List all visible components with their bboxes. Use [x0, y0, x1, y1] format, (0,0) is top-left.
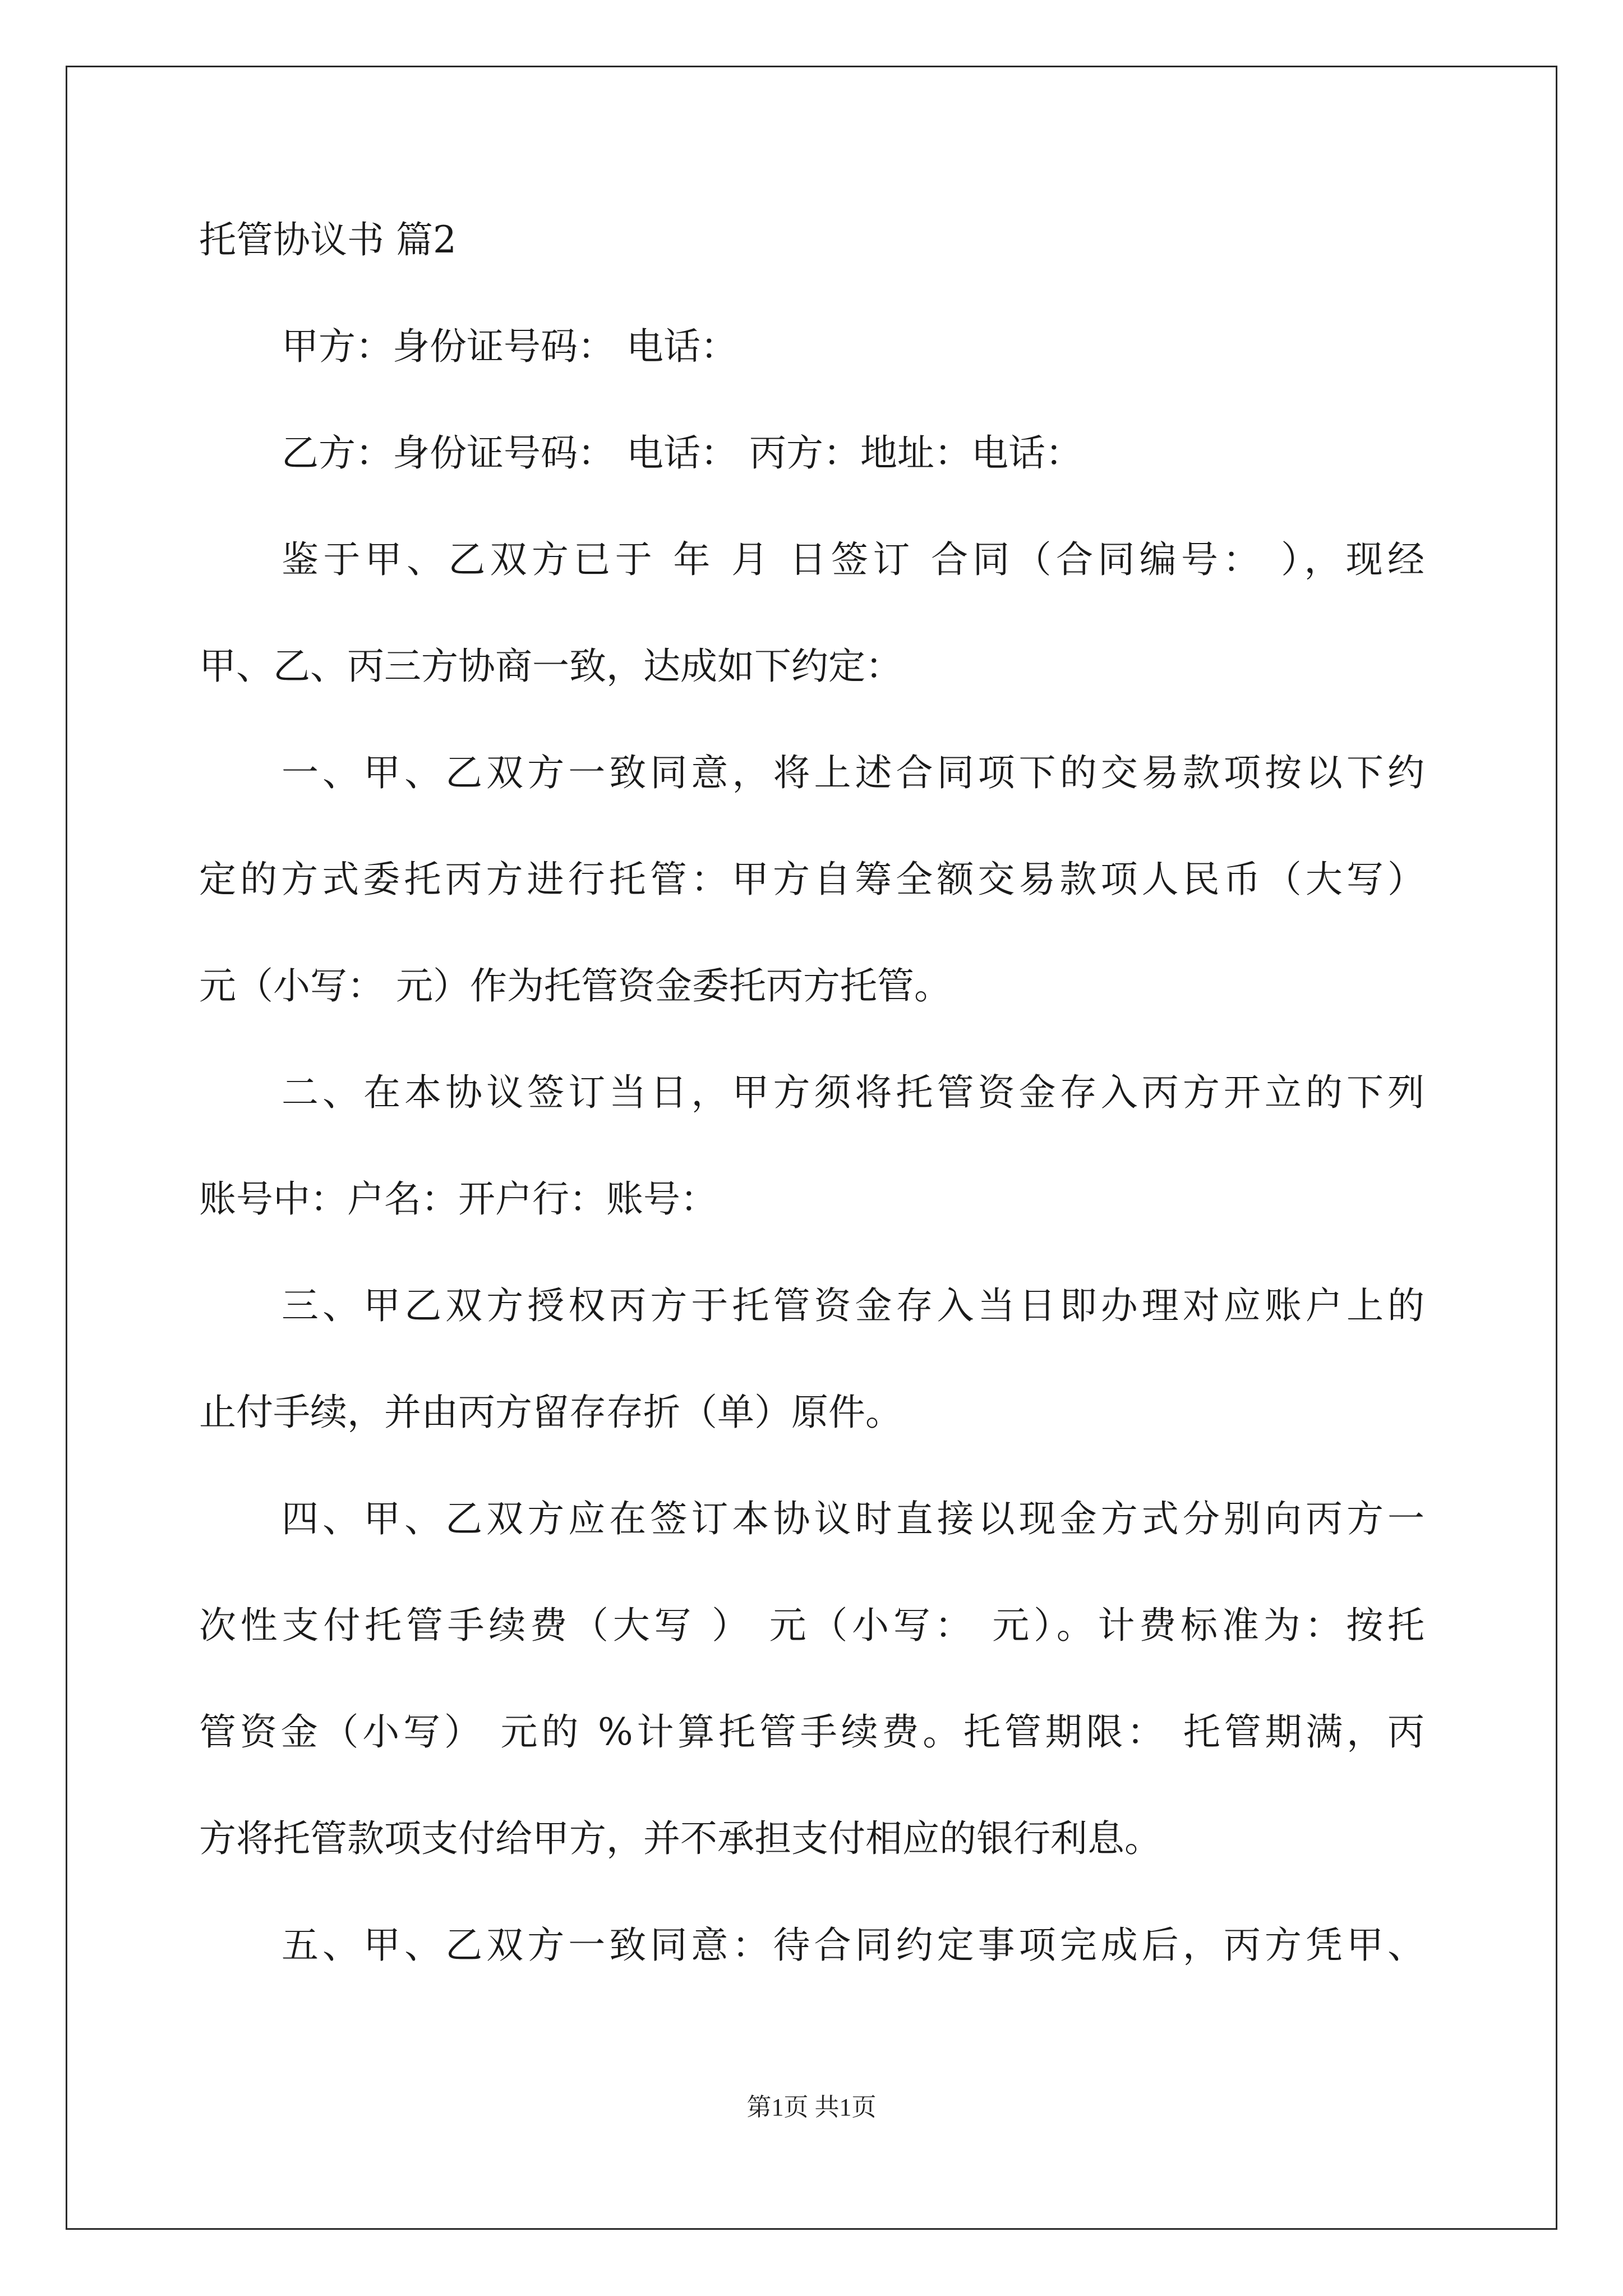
clause-2-line-1: 二、在本协议签订当日，甲方须将托管资金存入丙方开立的下列 [282, 1071, 1424, 1114]
clause-2-line-2: 账号中：户名：开户行：账号： [199, 1177, 717, 1221]
document-title: 托管协议书 篇2 [199, 218, 457, 261]
preamble-line-1: 鉴于甲、乙双方已于 年 月 日签订 合同（合同编号： ），现经 [282, 538, 1424, 581]
clause-4-line-2: 次性支付托管手续费（大写 ） 元（小写： 元）。计费标准为：按托 [199, 1604, 1424, 1647]
preamble-line-2: 甲、乙、丙三方协商一致，达成如下约定： [199, 645, 902, 688]
clause-3-line-2: 止付手续，并由丙方留存存折（单）原件。 [199, 1391, 902, 1434]
party-b-line: 乙方：身份证号码： 电话： 丙方：地址：电话： [282, 431, 1082, 475]
page-footer: 第1页 共1页 [746, 2093, 877, 2121]
clause-4-line-4: 方将托管款项支付给甲方，并不承担支付相应的银行利息。 [199, 1817, 1161, 1860]
clause-1-line-1: 一、甲、乙双方一致同意，将上述合同项下的交易款项按以下约 [282, 751, 1424, 794]
clause-3-line-1: 三、甲乙双方授权丙方于托管资金存入当日即办理对应账户上的 [282, 1284, 1424, 1327]
clause-4-line-1: 四、甲、乙双方应在签订本协议时直接以现金方式分别向丙方一 [282, 1497, 1424, 1540]
party-a-line: 甲方：身份证号码： 电话： [282, 325, 737, 368]
clause-5-line-1: 五、甲、乙双方一致同意：待合同约定事项完成后，丙方凭甲、 [282, 1924, 1424, 1967]
clause-1-line-2: 定的方式委托丙方进行托管：甲方自筹全额交易款项人民币（大写） [199, 858, 1424, 901]
clause-1-line-3: 元（小写： 元）作为托管资金委托丙方托管。 [199, 964, 951, 1007]
page-border [66, 66, 1557, 2230]
clause-4-line-3: 管资金（小写） 元的 %计算托管手续费。托管期限： 托管期满，丙 [199, 1710, 1424, 1754]
